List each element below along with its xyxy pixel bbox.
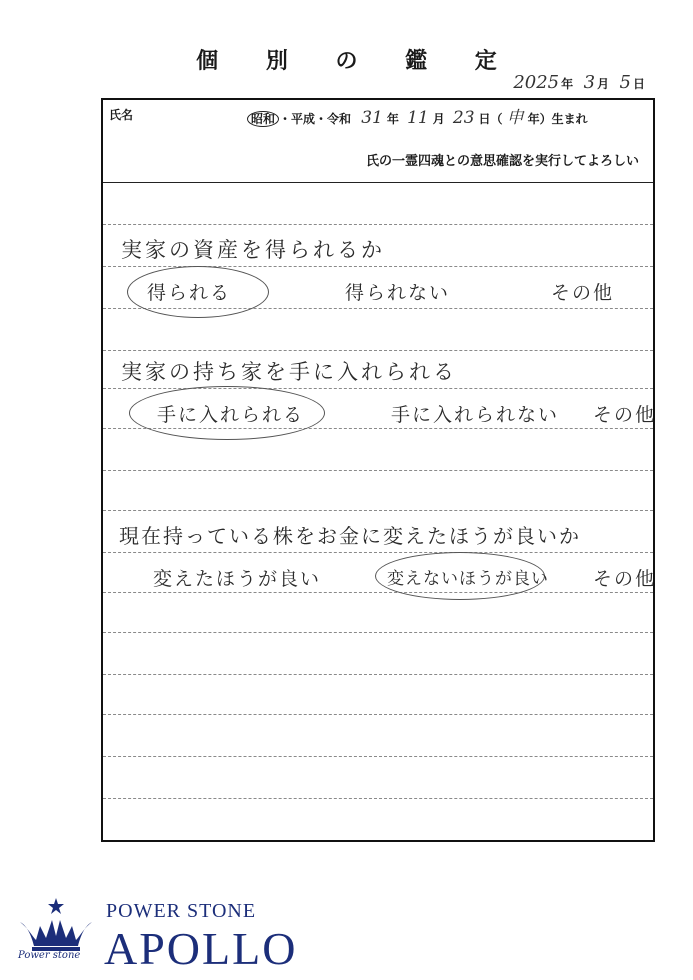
birth-year: 31 [361, 108, 383, 128]
question-2-option-1: 手に入れられる [157, 404, 305, 426]
question-3-option-1: 変えたほうが良い [153, 568, 322, 590]
date-day: 5 [619, 72, 631, 93]
header-row [103, 100, 653, 183]
ruled-line [103, 552, 653, 553]
ruled-line [103, 510, 653, 511]
date-month-unit: 月 [597, 77, 610, 91]
question-1-option-3: その他 [551, 282, 615, 304]
ruled-line [103, 592, 653, 593]
ruled-line [103, 632, 653, 633]
birth-date [247, 103, 588, 128]
birth-day-unit: 日（ [478, 112, 503, 126]
era-rest: ・平成・令和 [279, 112, 352, 126]
date-month: 3 [583, 72, 596, 93]
ruled-line [103, 714, 653, 715]
logo-main-text: APOLLO [104, 923, 298, 974]
question-3-option-2: 変えないほうが良い [387, 569, 549, 589]
ruled-line [103, 470, 653, 471]
date-day-unit: 日 [632, 77, 645, 91]
question-1-option-2: 得られない [345, 282, 451, 304]
ruled-line [103, 224, 653, 225]
zodiac: 申 [506, 108, 524, 128]
question-2-option-3: その他 [593, 404, 657, 426]
date-year: 2025 [513, 72, 560, 93]
ruled-line [103, 756, 653, 757]
appraisal-sheet [101, 98, 655, 842]
confirmation-text: 氏の一霊四魂との意思確認を実行してよろしい [365, 154, 639, 169]
ruled-line [103, 798, 653, 799]
question-2-option-2: 手に入れられない [391, 404, 560, 426]
birth-year-unit: 年 [386, 112, 399, 126]
date-line [513, 72, 651, 93]
date-year-unit: 年 [561, 77, 574, 91]
page-title: 個 別 の 鑑 定 [196, 49, 517, 74]
era-showa-circled: 昭和 [247, 111, 279, 127]
birth-day: 23 [452, 108, 475, 128]
birth-month: 11 [407, 108, 429, 128]
logo-top-text: POWER STONE [106, 900, 257, 922]
zodiac-unit: 年）生まれ [527, 112, 588, 126]
question-1-text: 実家の資産を得られるか [121, 238, 385, 262]
ruled-line [103, 350, 653, 351]
birth-month-unit: 月 [432, 112, 445, 126]
logo-sub-text: Power stone [18, 950, 81, 961]
ruled-line [103, 674, 653, 675]
question-1-option-1: 得られる [147, 282, 232, 304]
question-3-option-3: その他 [593, 568, 657, 590]
question-3-text: 現在持っている株をお金に変えたほうが良いか [119, 524, 581, 548]
question-2-text: 実家の持ち家を手に入れられる [121, 360, 457, 384]
brand-logo [14, 892, 314, 972]
name-label: 氏名 [109, 108, 134, 122]
